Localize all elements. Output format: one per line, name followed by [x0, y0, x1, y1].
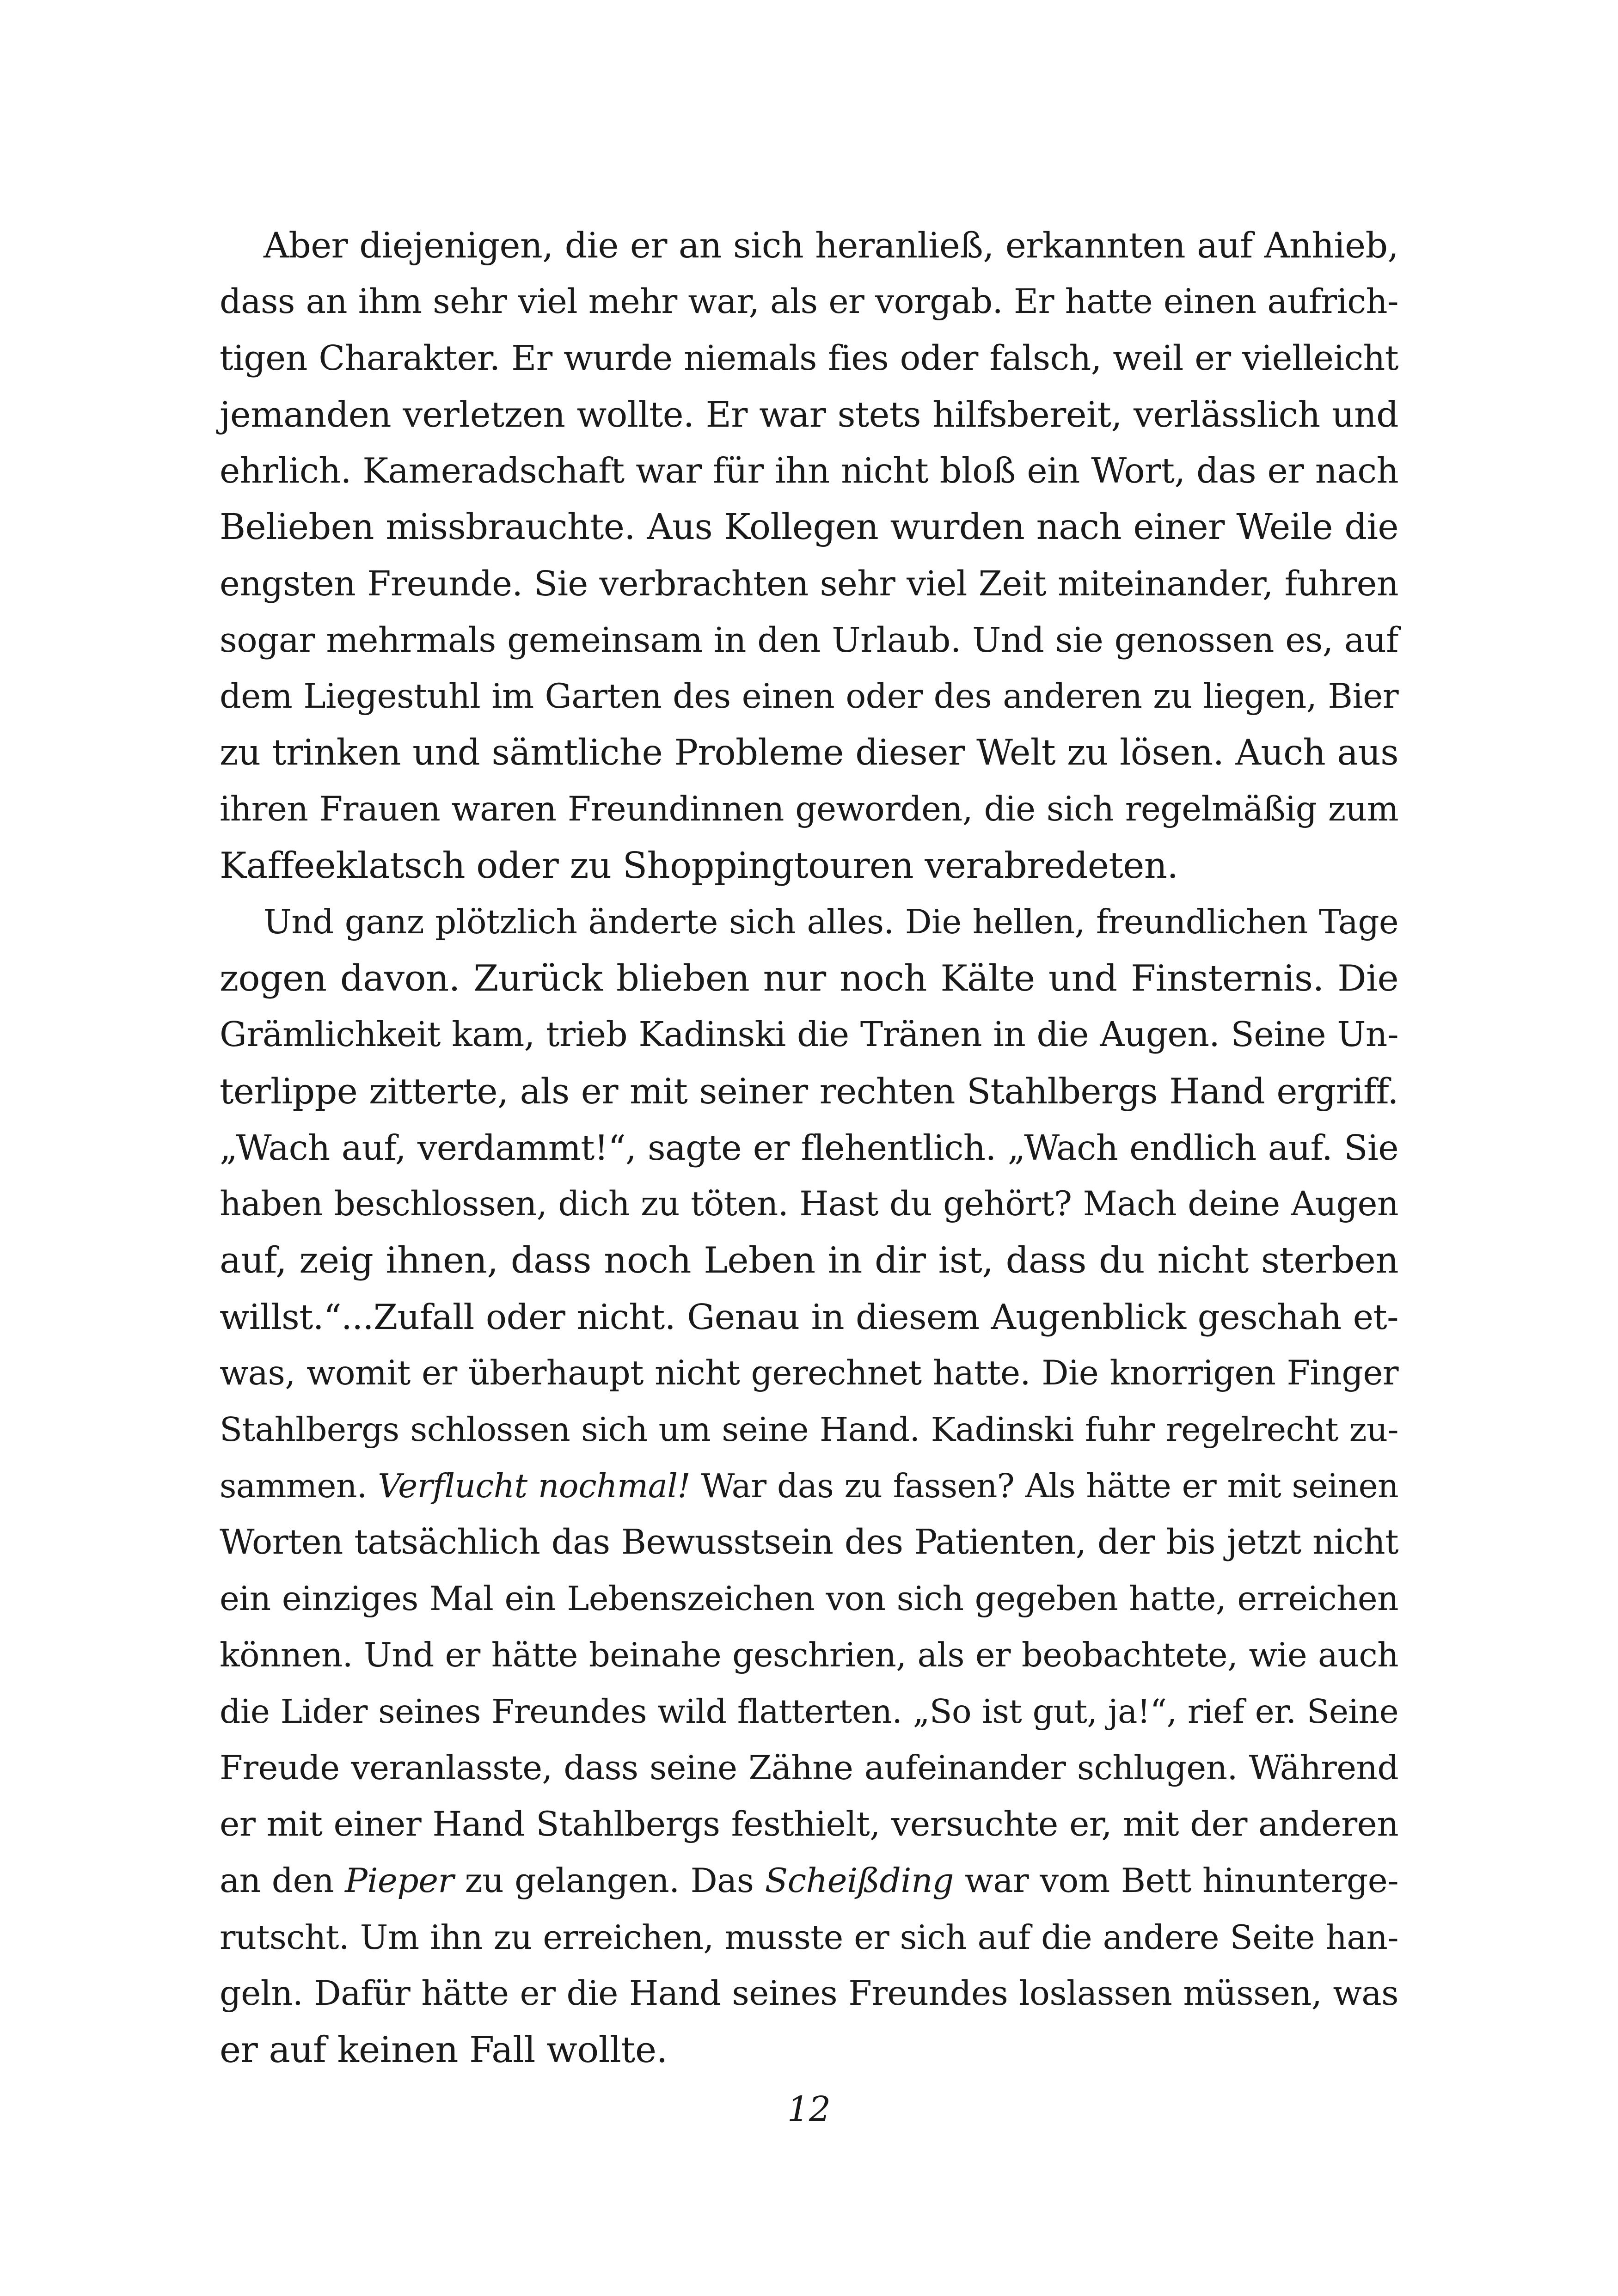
- text-line: [220, 1063, 1398, 1120]
- text-line: [220, 1402, 1398, 1458]
- text-segment: terlippe zitterte, als er mit seiner rechten Stahlbergs Hand ergriff.: [220, 1071, 1398, 1112]
- text-line: [220, 1232, 1398, 1289]
- italic-text: Verflucht nochmal!: [378, 1467, 691, 1505]
- text-segment: die Lider seines Freundes wild flatterten. „So ist gut, ja!“, rief er. Seine: [220, 1692, 1398, 1731]
- text-line: [220, 1514, 1398, 1571]
- text-line: [220, 668, 1398, 725]
- text-segment: zu gelangen. Das: [454, 1861, 765, 1900]
- body-text: [220, 217, 1398, 2078]
- text-line: [220, 725, 1398, 781]
- text-line: [220, 499, 1398, 556]
- text-segment: sammen.: [220, 1467, 378, 1505]
- text-line: [220, 1345, 1398, 1402]
- text-segment: ein einziges Mal ein Lebenszeichen von sich gegeben hatte, erreichen: [220, 1580, 1398, 1618]
- text-line: [220, 1965, 1398, 2022]
- text-line: [220, 1176, 1398, 1232]
- text-segment: er mit einer Hand Stahlbergs festhielt, versuchte er, mit der anderen: [220, 1805, 1398, 1844]
- italic-text: Scheißding: [765, 1861, 954, 1900]
- text-line: [220, 1571, 1398, 1627]
- text-line: [220, 1458, 1398, 1514]
- text-line: [220, 1909, 1398, 1965]
- text-line: [220, 1740, 1398, 1796]
- text-line: [220, 443, 1398, 499]
- text-segment: er auf keinen Fall wollte.: [220, 2029, 668, 2071]
- text-line: [220, 217, 1398, 274]
- text-segment: haben beschlossen, dich zu töten. Hast du gehört? Mach deine Augen: [220, 1185, 1398, 1224]
- text-segment: tigen Charakter. Er wurde niemals fies oder falsch, weil er vielleicht: [220, 338, 1398, 378]
- text-segment: engsten Freunde. Sie verbrachten sehr viel Zeit miteinander, fuhren: [220, 564, 1398, 604]
- text-line: [220, 838, 1398, 894]
- text-segment: „Wach auf, verdammt!“, sagte er flehentlich. „Wach endlich auf. Sie: [220, 1127, 1398, 1168]
- text-segment: Stahlbergs schlossen sich um seine Hand. Kadinski fuhr regelrecht zu-: [220, 1410, 1398, 1449]
- italic-text: Pieper: [345, 1861, 454, 1900]
- text-segment: Aber diejenigen, die er an sich heranließ, erkannten auf Anhieb,: [264, 225, 1398, 266]
- text-segment: können. Und er hätte beinahe geschrien, als er beobachtete, wie auch: [220, 1636, 1398, 1675]
- text-line: [220, 1120, 1398, 1176]
- text-segment: an den: [220, 1861, 345, 1900]
- text-line: [220, 1289, 1398, 1345]
- text-segment: willst.“...Zufall oder nicht. Genau in diesem Augenblick geschah et-: [220, 1297, 1398, 1337]
- paragraph: [220, 217, 1398, 894]
- paragraph: [220, 894, 1398, 2078]
- text-line: [220, 274, 1398, 330]
- text-line: [220, 386, 1398, 443]
- text-line: [220, 1684, 1398, 1740]
- text-segment: zogen davon. Zurück blieben nur noch Kälte und Finsternis. Die: [220, 958, 1398, 999]
- text-segment: war vom Bett hinunterge-: [953, 1861, 1398, 1900]
- text-line: [220, 950, 1398, 1007]
- text-segment: zu trinken und sämtliche Probleme dieser Welt zu lösen. Auch aus: [220, 732, 1398, 773]
- text-segment: dass an ihm sehr viel mehr war, als er vorgab. Er hatte einen aufrich-: [220, 282, 1398, 321]
- text-line: [220, 894, 1398, 950]
- text-segment: Kaffeeklatsch oder zu Shoppingtouren verabredeten.: [220, 845, 1178, 887]
- text-segment: sogar mehrmals gemeinsam in den Urlaub. Und sie genossen es, auf: [220, 620, 1398, 660]
- text-segment: War das zu fassen? Als hätte er mit seinen: [690, 1467, 1398, 1505]
- text-line: [220, 556, 1398, 612]
- text-line: [220, 781, 1398, 838]
- text-segment: Grämlichkeit kam, trieb Kadinski die Tränen in die Augen. Seine Un-: [220, 1015, 1398, 1054]
- text-segment: was, womit er überhaupt nicht gerechnet hatte. Die knorrigen Finger: [220, 1353, 1398, 1393]
- text-line: [220, 330, 1398, 386]
- text-line: [220, 1007, 1398, 1063]
- text-segment: ihren Frauen waren Freundinnen geworden, die sich regelmäßig zum: [220, 790, 1398, 829]
- text-segment: geln. Dafür hätte er die Hand seines Freundes loslassen müssen, was: [220, 1974, 1398, 2013]
- text-line: [220, 1627, 1398, 1684]
- text-line: [220, 1853, 1398, 1909]
- text-line: [220, 2022, 1398, 2078]
- text-segment: dem Liegestuhl im Garten des einen oder des anderen zu liegen, Bier: [220, 677, 1398, 716]
- text-segment: Worten tatsächlich das Bewusstsein des Patienten, der bis jetzt nicht: [220, 1523, 1398, 1562]
- text-segment: Und ganz plötzlich änderte sich alles. Die hellen, freundlichen Tage: [264, 903, 1398, 942]
- text-segment: ehrlich. Kameradschaft war für ihn nicht bloß ein Wort, das er nach: [220, 451, 1398, 491]
- text-segment: rutscht. Um ihn zu erreichen, musste er sich auf die andere Seite han-: [220, 1918, 1398, 1957]
- text-segment: Freude veranlasste, dass seine Zähne aufeinander schlugen. Während: [220, 1749, 1398, 1788]
- text-segment: Belieben missbrauchte. Aus Kollegen wurden nach einer Weile die: [220, 507, 1398, 548]
- page-number: 12: [787, 2089, 831, 2129]
- text-line: [220, 612, 1398, 668]
- text-segment: auf, zeig ihnen, dass noch Leben in dir ist, dass du nicht sterben: [220, 1240, 1398, 1281]
- text-segment: jemanden verletzen wollte. Er war stets hilfsbereit, verlässlich und: [220, 394, 1398, 435]
- text-line: [220, 1796, 1398, 1853]
